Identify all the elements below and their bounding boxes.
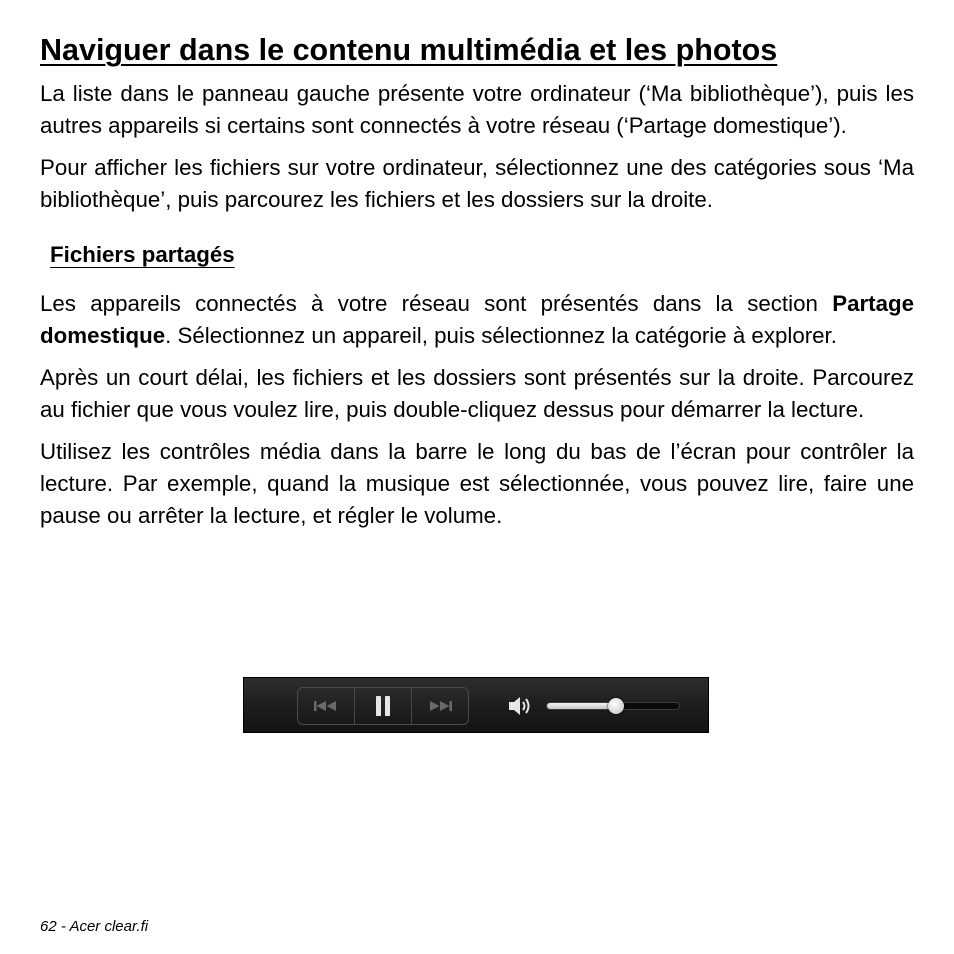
paragraph-intro: La liste dans le panneau gauche présente votre ordinateur (‘Ma bibliothèque’), puis les autres appareils si certains sont connectés à votre réseau (‘Partage domestique’). <box>40 81 914 138</box>
paragraph-browse: Après un court délai, les fichiers et les dossiers sont présentés sur la droite. Parcourez au fichier que vous voulez lire, puis double-cliquez dessus pour démarrer la lecture. <box>40 365 914 422</box>
home-sharing-term: Partage domestique <box>40 291 914 348</box>
mute-button[interactable] <box>508 695 532 717</box>
speaker-icon <box>508 695 532 717</box>
pause-icon <box>375 695 391 717</box>
volume-fill <box>547 703 616 709</box>
media-control-bar <box>243 677 709 733</box>
page-footer: 62 - Acer clear.fi <box>40 918 149 935</box>
volume-handle[interactable] <box>608 698 624 714</box>
pause-button[interactable] <box>355 688 412 724</box>
paragraph-devices-text-end: . Sélectionnez un appareil, puis sélectionnez la catégorie à explorer. <box>165 323 837 348</box>
previous-icon <box>313 700 339 712</box>
previous-button[interactable] <box>298 688 355 724</box>
transport-controls <box>297 687 469 725</box>
paragraph-library: Pour afficher les fichiers sur votre ordinateur, sélectionnez une des catégories sous ‘Ma bibliothèque’, puis parcourez les fichiers et les dossiers sur la droite. <box>40 155 914 212</box>
next-icon <box>427 700 453 712</box>
page-content <box>40 30 914 542</box>
page-title: Naviguer dans le contenu multimédia et les photos <box>40 33 778 67</box>
next-button[interactable] <box>412 688 468 724</box>
volume-slider[interactable] <box>546 700 680 712</box>
paragraph-devices-text-start: Les appareils connectés à votre réseau sont présentés dans la section <box>40 291 833 316</box>
paragraph-controls: Utilisez les contrôles média dans la barre le long du bas de l’écran pour contrôler la lecture. Par exemple, quand la musique est sélectionnée, vous pouvez lire, faire une pause ou arrêter la lecture, et régler le volume. <box>40 439 914 528</box>
section-heading-shared-files: Fichiers partagés <box>50 242 235 267</box>
paragraph-devices <box>40 288 914 352</box>
